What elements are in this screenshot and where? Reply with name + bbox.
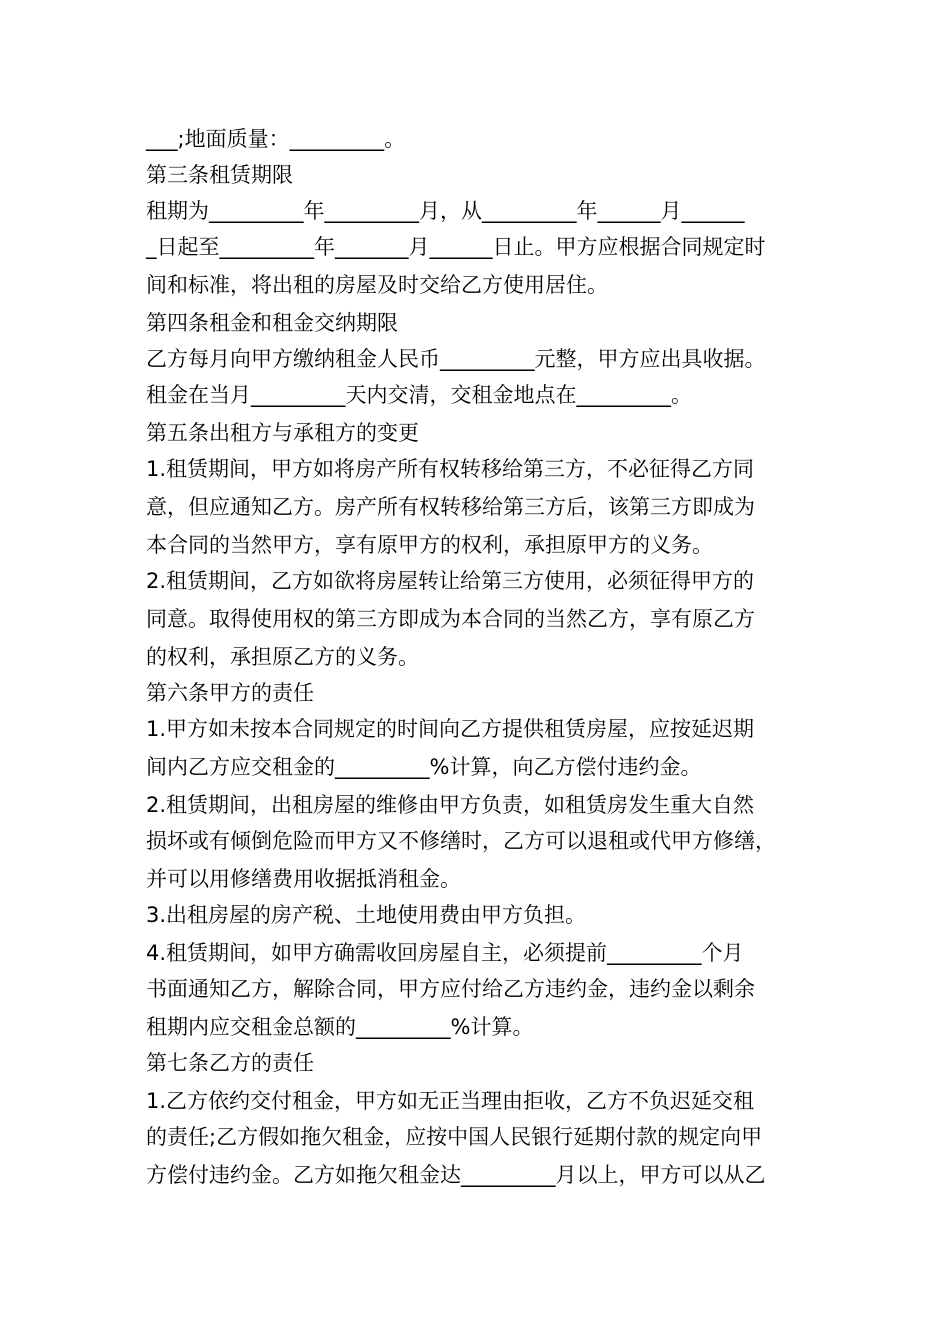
text-line: 间和标准，将出租的房屋及时交给乙方使用居住。 (146, 273, 608, 297)
text-line: 同意。取得使用权的第三方即成为本合同的当然乙方，享有原乙方 (146, 607, 755, 631)
text-line: ___;地面质量：_________。 (146, 127, 406, 151)
text-line: 意，但应通知乙方。房产所有权转移给第三方后，该第三方即成为 (146, 495, 755, 519)
section-heading: 第六条甲方的责任 (146, 681, 314, 705)
text-line: _日起至_________年_______月______日止。甲方应根据合同规定时 (146, 235, 766, 259)
section-heading: 第三条租赁期限 (146, 163, 293, 187)
section-heading: 第五条出租方与承租方的变更 (146, 421, 419, 445)
text-line: 乙方每月向甲方缴纳租金人民币_________元整，甲方应出具收据。 (146, 347, 766, 371)
text-line: 方偿付违约金。乙方如拖欠租金达_________月以上，甲方可以从乙 (146, 1163, 766, 1187)
text-line: 1.甲方如未按本合同规定的时间向乙方提供租赁房屋，应按延迟期 (146, 717, 755, 741)
text-line: 租金在当月_________天内交清，交租金地点在_________。 (146, 383, 692, 407)
text-line: 的权利，承担原乙方的义务。 (146, 645, 419, 669)
text-line: 本合同的当然甲方，享有原甲方的权利，承担原甲方的义务。 (146, 533, 713, 557)
text-line: 书面通知乙方，解除合同，甲方应付给乙方违约金，违约金以剩余 (146, 977, 755, 1001)
text-line: 2.租赁期间，乙方如欲将房屋转让给第三方使用，必须征得甲方的 (146, 569, 755, 593)
text-line: 1.租赁期间，甲方如将房产所有权转移给第三方，不必征得乙方同 (146, 457, 755, 481)
section-heading: 第四条租金和租金交纳期限 (146, 311, 398, 335)
section-heading: 第七条乙方的责任 (146, 1051, 314, 1075)
text-line: 1.乙方依约交付租金，甲方如无正当理由拒收，乙方不负迟延交租 (146, 1089, 755, 1113)
text-line: 租期内应交租金总额的_________%计算。 (146, 1015, 534, 1039)
text-line: 并可以用修缮费用收据抵消租金。 (146, 867, 461, 891)
text-line: 间内乙方应交租金的_________%计算，向乙方偿付违约金。 (146, 755, 702, 779)
text-line: 4.租赁期间，如甲方确需收回房屋自主，必须提前_________个月 (146, 941, 744, 965)
text-line: 的责任;乙方假如拖欠租金，应按中国人民银行延期付款的规定向甲 (146, 1125, 763, 1149)
text-line: 3.出租房屋的房产税、土地使用费由甲方负担。 (146, 903, 587, 927)
text-line: 损坏或有倾倒危险而甲方又不修缮时，乙方可以退租或代甲方修缮， (146, 829, 776, 853)
text-line: 2.租赁期间，出租房屋的维修由甲方负责，如租赁房发生重大自然 (146, 793, 755, 817)
text-line: 租期为_________年_________月，从_________年______月______ (146, 199, 745, 223)
